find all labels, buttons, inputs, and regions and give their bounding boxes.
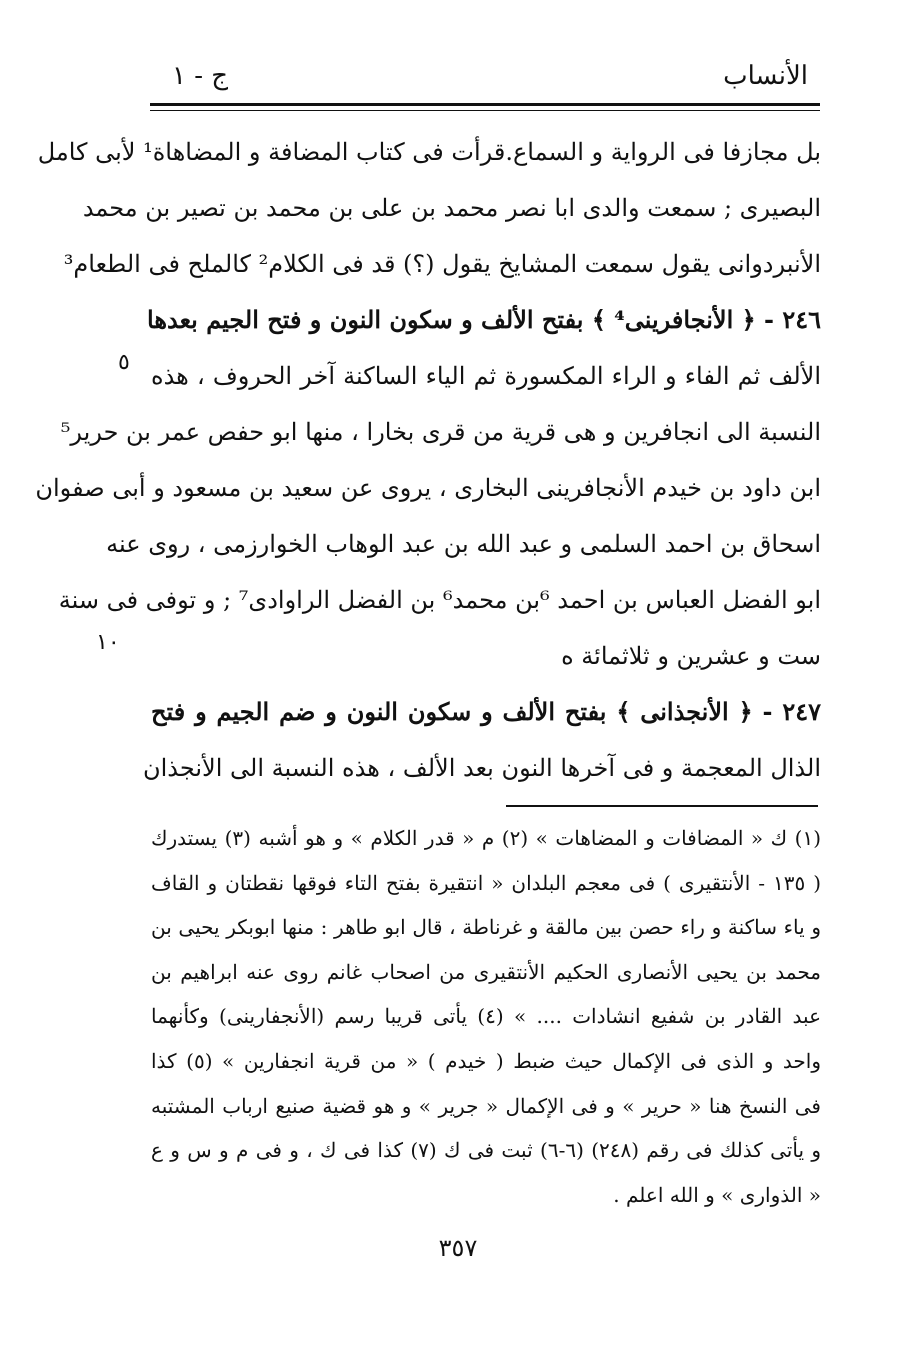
text-line: الأنبردوانى يقول سمعت المشايخ يقول (؟) قد فى الكلام² كالملح فى الطعام³ (63, 250, 821, 278)
text-line: اسحاق بن احمد السلمى و عبد الله بن عبد الوهاب الخوارزمى ، روى عنه (106, 530, 821, 558)
text-line: الألف ثم الفاء و الراء المكسورة ثم الياء الساكنة آخر الحروف ، هذه (151, 362, 821, 390)
running-title: الأنساب (723, 61, 808, 91)
text-line: بل مجازفا فى الرواية و السماع.قرأت فى كتاب المضافة و المضاهاة¹ لأبى كامل (37, 138, 821, 166)
footnote-line: ( ١٣٥ - الأنتقيرى ) فى معجم البلدان « انتقيرة بفتح التاء فوقها نقطتان و القاف (151, 870, 821, 895)
text-line: ابن داود بن خيدم الأنجافرينى البخارى ، يروى عن سعيد بن مسعود و أبى صفوان (35, 474, 821, 502)
footnote-line: محمد بن يحيى الأنصارى الحكيم الأنتقيرى من اصحاب غانم روى عنه ابراهيم بن (151, 959, 821, 984)
footnote-line: « الذوارى » و الله اعلم . (613, 1182, 821, 1207)
text-line: ست و عشرين و ثلاثمائة ه (561, 642, 821, 670)
footnote-line: و ياء ساكنة و راء حصن بين مالقة و غرناطة ، قال ابو طاهر : منها ابوبكر يحيى بن (151, 915, 821, 940)
footnote-line: و يأتى كذلك فى رقم (٢٤٨) (٦-٦) ثبت فى ك (٧) كذا فى ك ، و فى م و س و ع (151, 1138, 822, 1163)
line-number-10: ١٠ (96, 630, 120, 655)
text-line: البصيرى ; سمعت والدى ابا نصر محمد بن على بن محمد بن تصير بن محمد (82, 194, 821, 222)
footnote-line: فى النسخ هنا « حرير » و فى الإكمال « جرير » و هو قضية صنيع ارباب المشتبه (151, 1093, 821, 1118)
footnote-line: واحد و الذى فى الإكمال حيث ضبط ( خيدم ) « من قرية انجفارين » (٥) كذا (151, 1048, 822, 1073)
volume-label: ج - ١ (172, 61, 229, 91)
header-rule-thick (150, 103, 820, 106)
entry-246-heading: ٢٤٦ - ﴿ الأنجافرينى⁴ ﴾ بفتح الألف و سكون النون و فتح الجيم بعدها (147, 305, 821, 334)
line-number-5: ٥ (118, 350, 130, 375)
footnote-separator (506, 805, 818, 807)
footnote-line: عبد القادر بن شفيع انشادات .... » (٤) يأتى قريبا رسم (الأنجفارينى) وكأنهما (151, 1004, 821, 1029)
header-rule-thin (150, 110, 820, 111)
text-line: الذال المعجمة و فى آخرها النون بعد الألف ، هذه النسبة الى الأنجذان (142, 754, 821, 782)
text-line: ابو الفضل العباس بن احمد ⁶بن محمد⁶ بن الفضل الراوادى⁷ ; و توفى فى سنة (58, 586, 821, 614)
text-line: النسبة الى انجافرين و هى قرية من قرى بخارا ، منها ابو حفص عمر بن حرير⁵ (60, 418, 821, 446)
footnote-line: (١) ك « المضافات و المضاهات » (٢) م « قدر الكلام » و هو أشبه (٣) يستدرك (151, 826, 822, 850)
footnotes (151, 816, 821, 1217)
entry-247-heading: ٢٤٧ - ﴿ الأنجذانى ﴾ بفتح الألف و سكون النون و ضم الجيم و فتح (151, 697, 821, 726)
page-number: ٣٥٧ (438, 1234, 478, 1262)
